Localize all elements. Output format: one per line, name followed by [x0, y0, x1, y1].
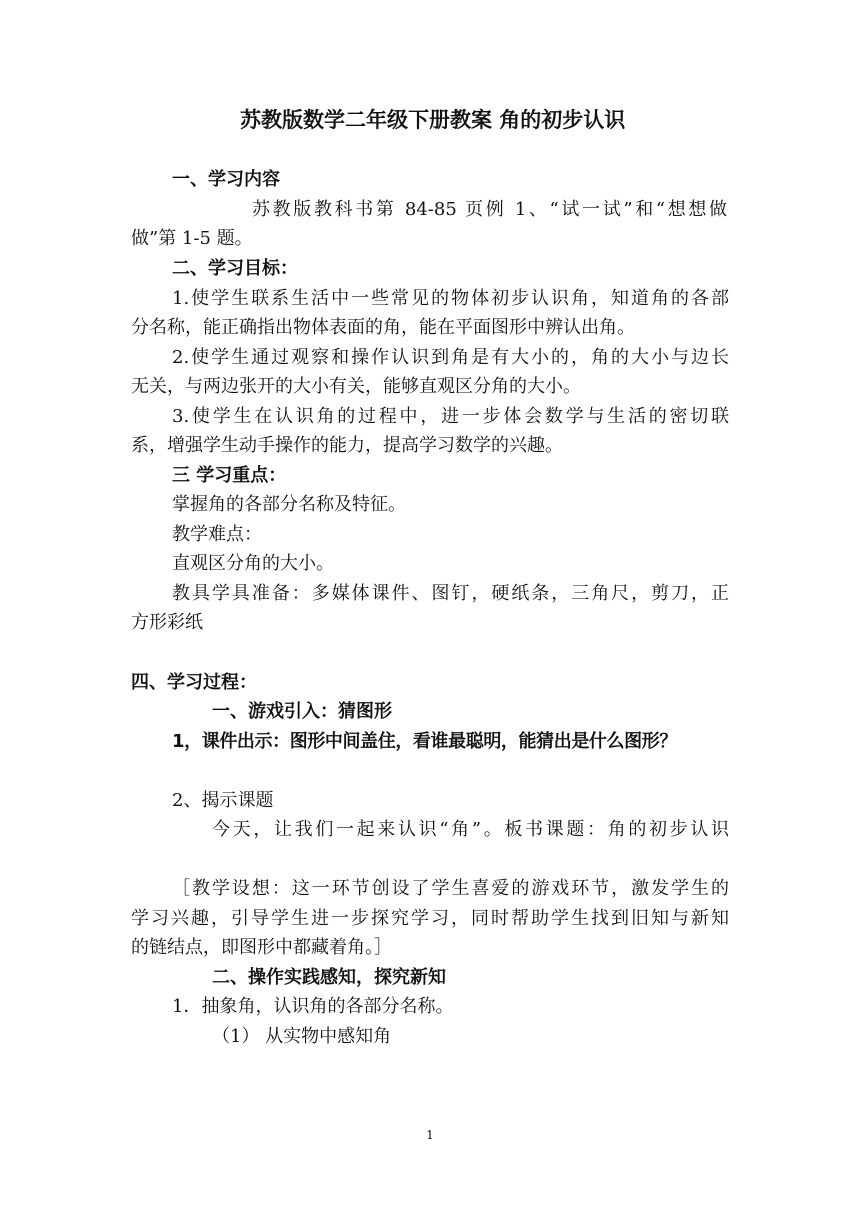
- page-number: 1: [426, 1128, 434, 1142]
- section-1-heading: 一、学习内容: [172, 169, 280, 190]
- design-line-1: ［教学设想：这一环节创设了学生喜爱的游戏环节，激发学生的: [172, 878, 729, 899]
- part-1-heading: 一、游戏引入：猜图形: [212, 701, 392, 722]
- key-point-text: 掌握角的各部分名称及特征。: [172, 494, 406, 515]
- part-2-heading: 二、操作实践感知，探究新知: [212, 967, 446, 988]
- goal-3-line-2: 系，增强学生动手操作的能力，提高学习数学的兴趣。: [131, 435, 563, 456]
- tools-line-2: 方形彩纸: [131, 612, 203, 633]
- goal-1-line-2: 分名称，能正确指出物体表面的角，能在平面图形中辨认出角。: [131, 317, 635, 338]
- difficulty-label: 教学难点：: [172, 524, 262, 545]
- section-1-text-line-1: 苏教版教科书第 84-85 页例 1、“试一试”和“想想做: [252, 199, 727, 220]
- part-1-item-2-text: 今天，让我们一起来认识“角”。板书课题：角的初步认识: [212, 819, 729, 840]
- tools-line-1: 教具学具准备：多媒体课件、图钉，硬纸条，三角尺，剪刀，正: [172, 583, 729, 604]
- design-line-3: 的链结点，即图形中都藏着角。］: [131, 937, 392, 958]
- section-1-text-line-2: 做”第 1-5 题。: [131, 228, 253, 249]
- section-4-heading: 四、学习过程：: [131, 672, 257, 693]
- part-2-subitem-1: （1） 从实物中感知角: [212, 1026, 392, 1047]
- page-title: 苏教版数学二年级下册教案 角的初步认识: [240, 108, 626, 132]
- part-1-item-2: 2、揭示课题: [172, 790, 274, 811]
- design-line-2: 学习兴趣，引导学生进一步探究学习，同时帮助学生找到旧知与新知: [131, 908, 729, 929]
- section-3-heading: 三 学习重点：: [172, 465, 287, 486]
- goal-2-line-1: 2.使学生通过观察和操作认识到角是有大小的，角的大小与边长: [172, 347, 729, 368]
- goal-1-line-1: 1.使学生联系生活中一些常见的物体初步认识角，知道角的各部: [172, 288, 729, 309]
- goal-3-line-1: 3.使学生在认识角的过程中，进一步体会数学与生活的密切联: [172, 406, 729, 427]
- part-2-item-1: 1．抽象角，认识角的各部分名称。: [172, 996, 454, 1017]
- goal-2-line-2: 无关，与两边张开的大小有关，能够直观区分角的大小。: [131, 376, 581, 397]
- section-2-heading: 二、学习目标：: [172, 258, 298, 279]
- part-1-item-1: 1，课件出示：图形中间盖住，看谁最聪明，能猜出是什么图形？: [172, 731, 677, 752]
- difficulty-text: 直观区分角的大小。: [172, 553, 334, 574]
